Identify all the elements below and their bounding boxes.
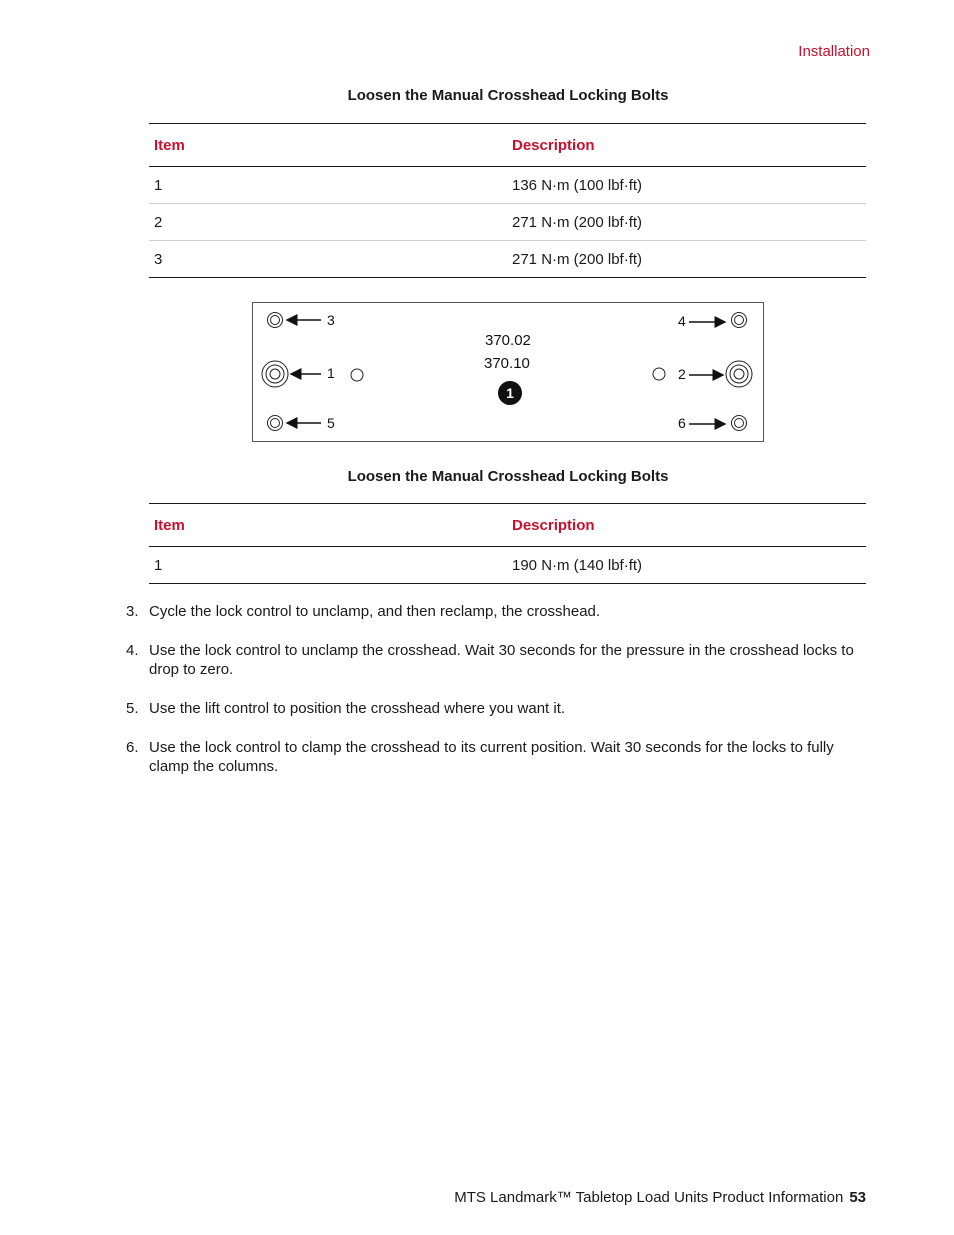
bolt-5-icon — [268, 416, 283, 431]
hole-left-icon — [351, 369, 363, 381]
bolt-1-icon — [262, 361, 288, 387]
section-header: Installation — [798, 43, 870, 60]
cell-description: 190 N·m (140 lbf·ft) — [507, 547, 866, 584]
list-item — [126, 602, 866, 621]
bolt-label-6: 6 — [678, 415, 686, 431]
cell-description: 136 N·m (100 lbf·ft) — [507, 167, 866, 204]
list-item — [126, 738, 866, 776]
page-number: 53 — [849, 1189, 866, 1206]
cell-item: 2 — [149, 204, 507, 241]
bolt-label-5: 5 — [327, 415, 335, 431]
list-item — [126, 699, 866, 718]
cell-description: 271 N·m (200 lbf·ft) — [507, 241, 866, 278]
bolt-3-icon — [268, 313, 283, 328]
part-number-370-10: 370.10 — [484, 355, 530, 372]
step-text: Cycle the lock control to unclamp, and then reclamp, the crosshead. — [149, 603, 601, 620]
bolt-2-icon — [726, 361, 752, 387]
bolt-label-4: 4 — [678, 313, 686, 329]
cell-item: 3 — [149, 241, 507, 278]
step-number: 3. — [126, 603, 139, 620]
column-header-description: Description — [507, 504, 866, 547]
page-footer — [454, 1189, 866, 1206]
bolt-label-3: 3 — [327, 312, 335, 328]
table1-caption: Loosen the Manual Crosshead Locking Bolts — [347, 87, 669, 104]
part-number-370-02: 370.02 — [485, 332, 531, 349]
torque-table-2 — [149, 503, 866, 584]
step-number: 6. — [126, 739, 139, 756]
table-row — [149, 204, 866, 241]
bolt-6-icon — [732, 416, 747, 431]
hole-right-icon — [653, 368, 665, 380]
step-number: 4. — [126, 642, 139, 659]
column-header-item: Item — [149, 124, 507, 167]
procedure-steps — [126, 602, 866, 796]
cell-description: 271 N·m (200 lbf·ft) — [507, 204, 866, 241]
table-row — [149, 167, 866, 204]
document-title: MTS Landmark™ Tabletop Load Units Product Information — [454, 1189, 844, 1206]
column-header-item: Item — [149, 504, 507, 547]
bolt-label-1: 1 — [327, 365, 335, 381]
bolt-4-icon — [732, 313, 747, 328]
step-number: 5. — [126, 700, 139, 717]
table-row — [149, 547, 866, 584]
cell-item: 1 — [149, 547, 507, 584]
bolt-pattern-figure — [252, 302, 764, 442]
bolt-label-2: 2 — [678, 366, 686, 382]
table-row — [149, 241, 866, 278]
list-item — [126, 641, 866, 679]
torque-table-1 — [149, 123, 866, 278]
cell-item: 1 — [149, 167, 507, 204]
column-header-description: Description — [507, 124, 866, 167]
step-text: Use the lift control to position the crosshead where you want it. — [149, 700, 566, 717]
table2-caption: Loosen the Manual Crosshead Locking Bolts — [347, 468, 669, 485]
callout-number: 1 — [506, 385, 514, 401]
step-text: Use the lock control to unclamp the crosshead. Wait 30 seconds for the pressure in the crosshead locks to drop to zero. — [149, 642, 854, 678]
step-text: Use the lock control to clamp the crosshead to its current position. Wait 30 seconds for the locks to fully clamp the columns. — [149, 739, 834, 775]
